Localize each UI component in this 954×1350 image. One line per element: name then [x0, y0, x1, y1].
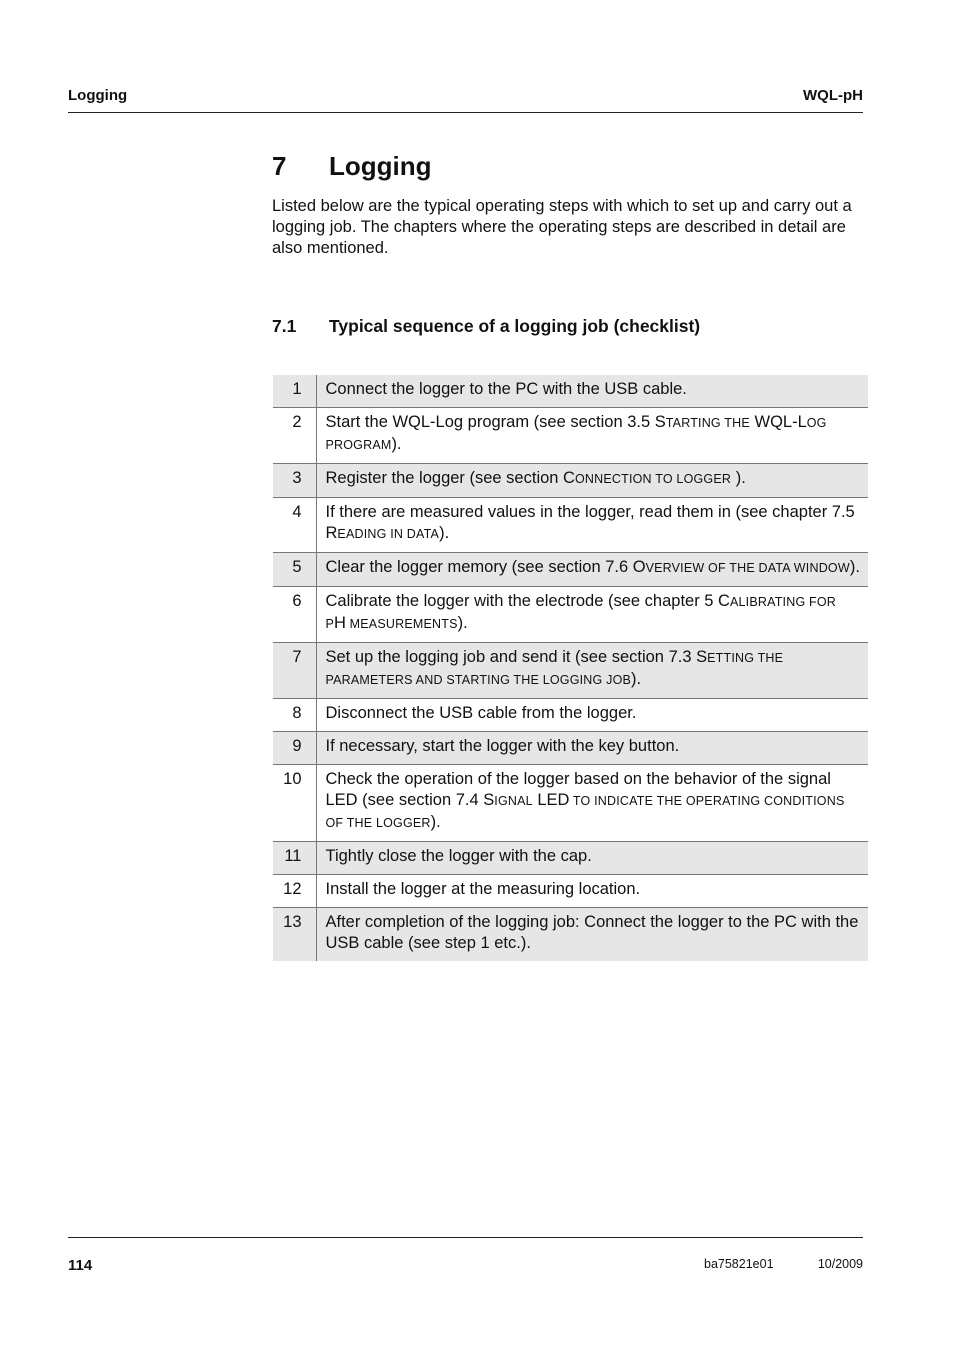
- step-text: Calibrate the logger with the electrode (see chapter 5 CALIBRATING FOR PH MEASUREMENTS).: [316, 587, 868, 643]
- section-title: Typical sequence of a logging job (checklist): [329, 316, 701, 336]
- step-text: Set up the logging job and send it (see section 7.3 SETTING THE PARAMETERS AND STARTING THE LOGGING JOB).: [316, 643, 868, 699]
- chapter-heading: [272, 151, 432, 182]
- step-number: 6: [273, 587, 316, 643]
- checklist-row: [273, 408, 868, 464]
- chapter-number: 7: [272, 151, 287, 181]
- footer-rule: [68, 1237, 863, 1238]
- checklist-row: [273, 498, 868, 553]
- checklist-row: [273, 553, 868, 587]
- step-text: Register the logger (see section CONNECTION TO LOGGER ).: [316, 464, 868, 498]
- step-text: Disconnect the USB cable from the logger.: [316, 699, 868, 732]
- step-number: 2: [273, 408, 316, 464]
- running-header-right: WQL-pH: [803, 87, 863, 104]
- step-number: 5: [273, 553, 316, 587]
- step-number: 8: [273, 699, 316, 732]
- step-text: Connect the logger to the PC with the USB cable.: [316, 375, 868, 408]
- step-text: Start the WQL-Log program (see section 3.5 STARTING THE WQL-LOG PROGRAM).: [316, 408, 868, 464]
- document-date: 10/2009: [817, 1257, 863, 1271]
- document-id: ba75821e01: [704, 1257, 774, 1271]
- checklist-row: [273, 732, 868, 765]
- intro-paragraph: Listed below are the typical operating steps with which to set up and carry out a logging job. The chapters where the operating steps are described in detail are also mentioned.: [272, 197, 852, 257]
- checklist-row: [273, 699, 868, 732]
- checklist-row: [273, 587, 868, 643]
- step-text: Tightly close the logger with the cap.: [316, 842, 868, 875]
- step-number: 1: [273, 375, 316, 408]
- step-number: 12: [273, 875, 316, 908]
- step-number: 9: [273, 732, 316, 765]
- chapter-title: Logging: [329, 151, 432, 181]
- page-number: 114: [68, 1257, 93, 1274]
- checklist-row: [273, 875, 868, 908]
- header-rule: [68, 112, 863, 113]
- section-heading: [272, 316, 700, 337]
- step-text: Clear the logger memory (see section 7.6 OVERVIEW OF THE DATA WINDOW).: [316, 553, 868, 587]
- checklist-row: [273, 842, 868, 875]
- section-number: 7.1: [272, 316, 297, 336]
- step-text: After completion of the logging job: Connect the logger to the PC with the USB cable (see step 1 etc.).: [316, 908, 868, 962]
- step-text: If necessary, start the logger with the key button.: [316, 732, 868, 765]
- checklist-row: [273, 765, 868, 842]
- step-text: Install the logger at the measuring location.: [316, 875, 868, 908]
- checklist-table: [273, 375, 868, 961]
- step-number: 10: [273, 765, 316, 842]
- checklist-row: [273, 375, 868, 408]
- step-number: 4: [273, 498, 316, 553]
- checklist-row: [273, 643, 868, 699]
- running-header-left: Logging: [68, 87, 128, 104]
- step-text: If there are measured values in the logger, read them in (see chapter 7.5 READING IN DATA).: [316, 498, 868, 553]
- step-number: 11: [273, 842, 316, 875]
- checklist-row: [273, 908, 868, 962]
- step-number: 13: [273, 908, 316, 962]
- step-number: 7: [273, 643, 316, 699]
- step-number: 3: [273, 464, 316, 498]
- checklist-row: [273, 464, 868, 498]
- step-text: Check the operation of the logger based on the behavior of the signal LED (see section 7.4 SIGNAL LED TO INDICATE THE OPERATING CONDITIONS OF THE LOGGER).: [316, 765, 868, 842]
